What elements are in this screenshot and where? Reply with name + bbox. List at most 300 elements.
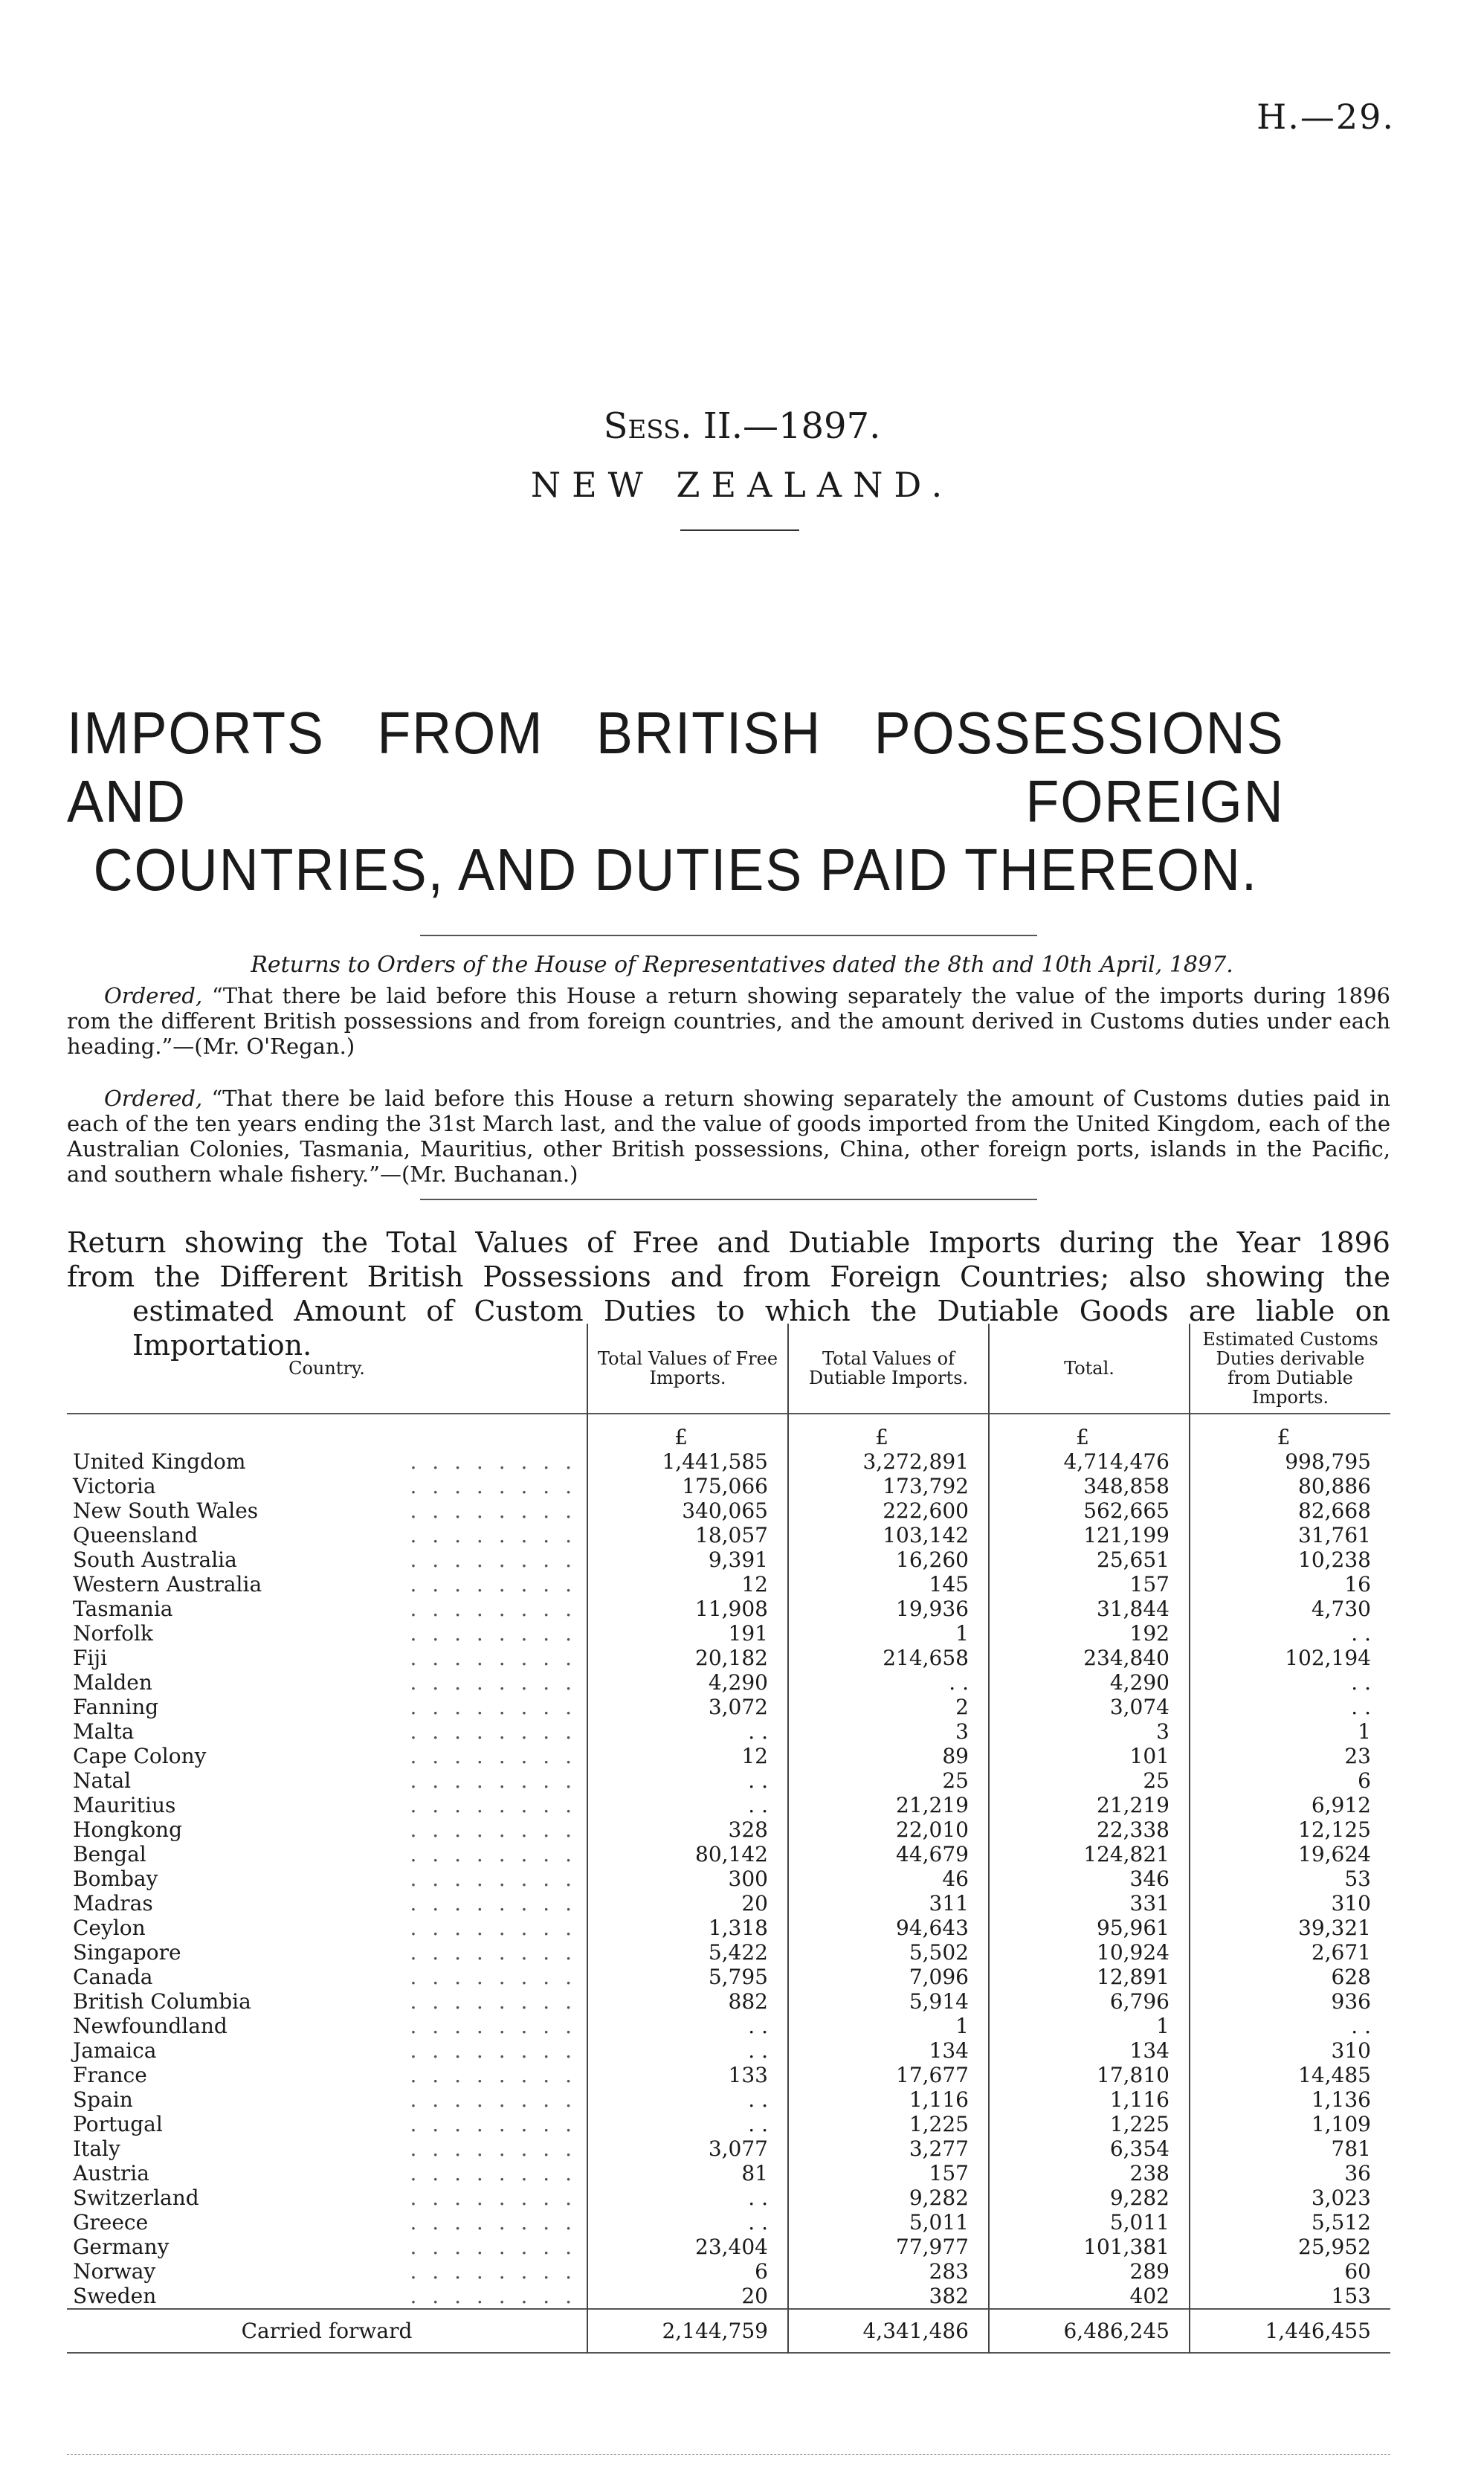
table-row [67,1817,1390,1842]
cell-dutiable: 44,679 [788,1842,989,1866]
cell-dutiable: 173,792 [788,1474,989,1498]
table-row [67,1646,1390,1670]
cell-duties: 781 [1190,2136,1390,2161]
country-cell [67,1768,587,1793]
cell-dutiable: 134 [788,2038,989,2063]
cell-dutiable: 311 [788,1891,989,1916]
table-row [67,1744,1390,1768]
country-name: United Kingdom [73,1449,246,1474]
cell-free: . . [587,2210,788,2235]
divider [420,935,1037,936]
leader-dots: . . . . . . . . [410,2112,576,2136]
cell-duties: 4,730 [1190,1597,1390,1621]
cell-free: 191 [587,1621,788,1646]
cell-free: 12 [587,1572,788,1597]
cell-duties: 310 [1190,2038,1390,2063]
leader-dots: . . . . . . . . [410,1597,576,1621]
country-name: Bombay [73,1866,158,1891]
cell-dutiable: 89 [788,1744,989,1768]
table-row [67,2038,1390,2063]
currency-row [67,1414,1390,1449]
country-name: Fiji [73,1646,108,1670]
cell-dutiable: 25 [788,1768,989,1793]
cell-dutiable: 16,260 [788,1547,989,1572]
leader-dots: . . . . . . . . [410,1670,576,1695]
cell-duties: 80,886 [1190,1474,1390,1498]
cell-duties: 2,671 [1190,1940,1390,1965]
cell-dutiable: 46 [788,1866,989,1891]
table-row [67,1572,1390,1597]
cell-free: 23,404 [587,2235,788,2259]
cell-total: 101,381 [989,2235,1190,2259]
cell-free: . . [587,2186,788,2210]
currency-symbol: £ [989,1414,1190,1449]
cell-total: 121,199 [989,1523,1190,1547]
table-row [67,1523,1390,1547]
cell-dutiable: 22,010 [788,1817,989,1842]
carried-forward-label: Carried forward [241,2319,413,2343]
cell-total: 346 [989,1866,1190,1891]
table-row [67,1842,1390,1866]
country-name: Mauritius [73,1793,176,1817]
carried-forward-row [67,2309,1390,2353]
cell-total: 17,810 [989,2063,1190,2087]
country-cell [67,1695,587,1719]
cell-dutiable: 283 [788,2259,989,2284]
country-name: Malden [73,1670,152,1695]
table-row [67,1719,1390,1744]
cell-duties: 3,023 [1190,2186,1390,2210]
cell-total: 402 [989,2284,1190,2309]
cell-total: 289 [989,2259,1190,2284]
table-row [67,2235,1390,2259]
country-name: Bengal [73,1842,146,1866]
country-name: Tasmania [73,1597,173,1621]
cell-duties: 14,485 [1190,2063,1390,2087]
leader-dots: . . . . . . . . [410,1891,576,1916]
title-line-1: IMPORTS FROM BRITISH POSSESSIONS AND FOREIGN [67,700,1285,834]
cell-free: 12 [587,1744,788,1768]
leader-dots: . . . . . . . . [410,2235,576,2259]
return-heading-line-3: estimated Amount of Custom Duties to which the Dutiable Goods are liable on Importation. [132,1295,1390,1362]
country-cell [67,2161,587,2186]
country-name: Norfolk [73,1621,153,1646]
cell-total: 10,924 [989,1940,1190,1965]
return-heading-line-2: from the Different British Possessions and from Foreign Countries; also showing the [67,1260,1390,1293]
cell-free: 3,077 [587,2136,788,2161]
country-heading: NEW ZEALAND. [530,465,954,505]
carried-forward-total: 6,486,245 [989,2309,1190,2353]
cell-duties: 6,912 [1190,1793,1390,1817]
cell-free: . . [587,1768,788,1793]
cell-duties: 310 [1190,1891,1390,1916]
leader-dots: . . . . . . . . [410,1547,576,1572]
cell-free: 81 [587,2161,788,2186]
document-code: H.—29. [1256,97,1395,137]
table-row [67,1793,1390,1817]
leader-dots: . . . . . . . . [410,2038,576,2063]
country-name: Ceylon [73,1916,146,1940]
cell-dutiable: 21,219 [788,1793,989,1817]
country-name: Natal [73,1768,132,1793]
cell-total: 101 [989,1744,1190,1768]
cell-dutiable: 17,677 [788,2063,989,2087]
table-row [67,1547,1390,1572]
cell-total: 21,219 [989,1793,1190,1817]
cell-total: 12,891 [989,1965,1190,1989]
cell-duties: 1,136 [1190,2087,1390,2112]
country-name: Sweden [73,2284,157,2308]
cell-dutiable: 19,936 [788,1597,989,1621]
cell-dutiable: 145 [788,1572,989,1597]
table-row [67,2186,1390,2210]
table-row [67,2210,1390,2235]
cell-total: 6,354 [989,2136,1190,2161]
country-name: Malta [73,1719,135,1744]
country-cell [67,2210,587,2235]
table-row [67,1621,1390,1646]
country-cell [67,1744,587,1768]
cell-total: 25,651 [989,1547,1190,1572]
cell-dutiable: 3,277 [788,2136,989,2161]
leader-dots: . . . . . . . . [410,2210,576,2235]
cell-duties: 39,321 [1190,1916,1390,1940]
leader-dots: . . . . . . . . [410,2284,576,2308]
table-row [67,1965,1390,1989]
cell-duties: 936 [1190,1989,1390,2014]
leader-dots: . . . . . . . . [410,2136,576,2161]
cell-total: 6,796 [989,1989,1190,2014]
cell-duties: 1 [1190,1719,1390,1744]
order-paragraph-1 [67,983,1390,1059]
cell-dutiable: 1 [788,2014,989,2038]
leader-dots: . . . . . . . . [410,1842,576,1866]
carried-forward-free: 2,144,759 [587,2309,788,2353]
cell-total: 331 [989,1891,1190,1916]
table-row [67,2112,1390,2136]
cell-total: 3,074 [989,1695,1190,1719]
country-cell [67,2259,587,2284]
cell-free: 1,318 [587,1916,788,1940]
country-cell [67,1817,587,1842]
country-name: Hongkong [73,1817,183,1842]
leader-dots: . . . . . . . . [410,2259,576,2284]
cell-total: 234,840 [989,1646,1190,1670]
leader-dots: . . . . . . . . [410,1744,576,1768]
leader-dots: . . . . . . . . [410,1719,576,1744]
cell-free: . . [587,2087,788,2112]
country-cell [67,1866,587,1891]
cell-total: 562,665 [989,1498,1190,1523]
cell-total: 348,858 [989,1474,1190,1498]
country-cell [67,1793,587,1817]
page-title [67,699,1285,904]
table-row [67,2136,1390,2161]
cell-duties: 102,194 [1190,1646,1390,1670]
cell-duties: 23 [1190,1744,1390,1768]
return-heading-line-1: Return showing the Total Values of Free and Dutiable Imports during the Year 1896 [67,1226,1390,1259]
country-name: Spain [73,2087,133,2112]
cell-total: 1,116 [989,2087,1190,2112]
orders-heading: Returns to Orders of the House of Representatives dated the 8th and 10th April, 1897. [251,952,1233,978]
country-name: Switzerland [73,2186,199,2210]
cell-duties: . . [1190,1621,1390,1646]
leader-dots: . . . . . . . . [410,1523,576,1547]
title-line-2: COUNTRIES, AND DUTIES PAID THEREON. [93,837,1259,903]
country-cell [67,1498,587,1523]
cell-dutiable: 5,914 [788,1989,989,2014]
country-cell [67,1989,587,2014]
table-row [67,1498,1390,1523]
cell-duties: 998,795 [1190,1449,1390,1474]
leader-dots: . . . . . . . . [410,2014,576,2038]
leader-dots: . . . . . . . . [410,1866,576,1891]
table-row [67,1768,1390,1793]
leader-dots: . . . . . . . . [410,2087,576,2112]
session-line: Sess. II.—1897. [603,405,881,447]
table-row [67,1474,1390,1498]
imports-table [67,1324,1390,2354]
cell-duties: 5,512 [1190,2210,1390,2235]
cell-free: 6 [587,2259,788,2284]
cell-dutiable: 77,977 [788,2235,989,2259]
country-name: Austria [73,2161,149,2186]
cell-free: 133 [587,2063,788,2087]
divider [680,529,799,531]
country-cell [67,1572,587,1597]
table-row [67,2284,1390,2309]
cell-duties: . . [1190,1670,1390,1695]
cell-total: 4,714,476 [989,1449,1190,1474]
leader-dots: . . . . . . . . [410,1793,576,1817]
country-name: Madras [73,1891,153,1916]
cell-free: 3,072 [587,1695,788,1719]
cell-total: 95,961 [989,1916,1190,1940]
cell-total: 238 [989,2161,1190,2186]
cell-dutiable: 3,272,891 [788,1449,989,1474]
cell-dutiable: 157 [788,2161,989,2186]
column-header-free: Total Values of Free Imports. [587,1324,788,1414]
cell-free: 18,057 [587,1523,788,1547]
cell-dutiable: 103,142 [788,1523,989,1547]
cell-free: 9,391 [587,1547,788,1572]
cell-duties: 36 [1190,2161,1390,2186]
cell-duties: 19,624 [1190,1842,1390,1866]
cell-free: 5,795 [587,1965,788,1989]
table-row [67,2014,1390,2038]
country-name: Singapore [73,1940,181,1965]
table-row [67,2063,1390,2087]
table-row [67,1866,1390,1891]
country-name: South Australia [73,1547,237,1572]
leader-dots: . . . . . . . . [410,1695,576,1719]
country-name: Germany [73,2235,170,2259]
cell-duties: 6 [1190,1768,1390,1793]
country-name: Jamaica [73,2038,157,2063]
order-label: Ordered, [104,1086,203,1111]
cell-dutiable: 382 [788,2284,989,2309]
cell-duties: . . [1190,1695,1390,1719]
cell-duties: . . [1190,2014,1390,2038]
cell-total: 1,225 [989,2112,1190,2136]
cell-free: 80,142 [587,1842,788,1866]
cell-total: 1 [989,2014,1190,2038]
cell-free: 300 [587,1866,788,1891]
country-name: Fanning [73,1695,159,1719]
table-row [67,1989,1390,2014]
country-cell [67,1597,587,1621]
cell-duties: 12,125 [1190,1817,1390,1842]
leader-dots: . . . . . . . . [410,1916,576,1940]
country-cell [67,2235,587,2259]
table-row [67,1916,1390,1940]
leader-dots: . . . . . . . . [410,1572,576,1597]
cell-dutiable: 3 [788,1719,989,1744]
cell-free: 328 [587,1817,788,1842]
column-header-total: Total. [989,1324,1190,1414]
cell-total: 3 [989,1719,1190,1744]
currency-symbol: £ [788,1414,989,1449]
cell-duties: 60 [1190,2259,1390,2284]
country-cell [67,2112,587,2136]
cell-free: . . [587,2112,788,2136]
cell-dutiable: 7,096 [788,1965,989,1989]
country-name: Greece [73,2210,149,2235]
cell-dutiable: 5,502 [788,1940,989,1965]
table-row [67,1670,1390,1695]
currency-symbol: £ [587,1414,788,1449]
carried-forward-duties: 1,446,455 [1190,2309,1390,2353]
cell-duties: 10,238 [1190,1547,1390,1572]
cell-total: 31,844 [989,1597,1190,1621]
order-label: Ordered, [104,983,203,1008]
country-cell [67,1449,587,1474]
cell-duties: 31,761 [1190,1523,1390,1547]
leader-dots: . . . . . . . . [410,2161,576,2186]
cell-dutiable: 2 [788,1695,989,1719]
cell-free: . . [587,1793,788,1817]
table-row [67,1597,1390,1621]
cell-duties: 25,952 [1190,2235,1390,2259]
cell-dutiable: 1,116 [788,2087,989,2112]
country-cell [67,1719,587,1744]
country-cell [67,2038,587,2063]
cell-total: 134 [989,2038,1190,2063]
leader-dots: . . . . . . . . [410,1621,576,1646]
country-name: British Columbia [73,1989,251,2014]
cell-free: 20 [587,2284,788,2309]
table-row [67,2161,1390,2186]
cell-dutiable: 222,600 [788,1498,989,1523]
country-cell [67,2014,587,2038]
cell-duties: 628 [1190,1965,1390,1989]
leader-dots: . . . . . . . . [410,1449,576,1474]
leader-dots: . . . . . . . . [410,2063,576,2087]
cell-duties: 82,668 [1190,1498,1390,1523]
table-row [67,2259,1390,2284]
cell-total: 157 [989,1572,1190,1597]
leader-dots: . . . . . . . . [410,1965,576,1989]
country-cell [67,2284,587,2309]
country-cell [67,1940,587,1965]
cell-dutiable: 214,658 [788,1646,989,1670]
cell-free: 175,066 [587,1474,788,1498]
country-cell [67,1965,587,1989]
cell-dutiable: 94,643 [788,1916,989,1940]
leader-dots: . . . . . . . . [410,1768,576,1793]
leader-dots: . . . . . . . . [410,1989,576,2014]
leader-dots: . . . . . . . . [410,1940,576,1965]
cell-dutiable: 1 [788,1621,989,1646]
cell-total: 4,290 [989,1670,1190,1695]
country-cell [67,1621,587,1646]
cell-dutiable: . . [788,1670,989,1695]
leader-dots: . . . . . . . . [410,2186,576,2210]
country-name: Cape Colony [73,1744,207,1768]
country-cell [67,1646,587,1670]
column-header-duties: Estimated Customs Duties derivable from Dutiable Imports. [1190,1324,1390,1414]
country-name: France [73,2063,147,2087]
leader-dots: . . . . . . . . [410,1646,576,1670]
cell-free: 20,182 [587,1646,788,1670]
country-name: Western Australia [73,1572,262,1597]
cell-free: 20 [587,1891,788,1916]
leader-dots: . . . . . . . . [410,1474,576,1498]
cell-total: 5,011 [989,2210,1190,2235]
country-cell [67,1670,587,1695]
carried-forward-dutiable: 4,341,486 [788,2309,989,2353]
cell-free: 4,290 [587,1670,788,1695]
country-cell [67,2186,587,2210]
cell-total: 124,821 [989,1842,1190,1866]
cell-duties: 1,109 [1190,2112,1390,2136]
country-name: Italy [73,2136,120,2161]
cell-dutiable: 9,282 [788,2186,989,2210]
country-cell [67,2136,587,2161]
country-cell [67,1916,587,1940]
cell-free: . . [587,2014,788,2038]
cell-total: 9,282 [989,2186,1190,2210]
cell-free: 882 [587,1989,788,2014]
country-cell [67,1523,587,1547]
divider [67,2454,1390,2455]
cell-duties: 53 [1190,1866,1390,1891]
country-cell [67,1474,587,1498]
leader-dots: . . . . . . . . [410,1498,576,1523]
country-name: Newfoundland [73,2014,228,2038]
column-header-dutiable: Total Values of Dutiable Imports. [788,1324,989,1414]
country-cell [67,1842,587,1866]
country-cell [67,1547,587,1572]
order-text: “That there be laid before this House a return showing separately the value of the imports during 1896 rom the different British possessions and from foreign countries, and the amount derived in Customs duties under each heading.”—(Mr. O'Regan.) [67,983,1390,1059]
country-cell [67,2063,587,2087]
cell-free: 5,422 [587,1940,788,1965]
cell-dutiable: 5,011 [788,2210,989,2235]
table-body [67,1414,1390,2309]
cell-dutiable: 1,225 [788,2112,989,2136]
country-name: Portugal [73,2112,163,2136]
divider [420,1199,1037,1200]
country-name: Queensland [73,1523,199,1547]
cell-total: 25 [989,1768,1190,1793]
country-name: Norway [73,2259,156,2284]
currency-symbol: £ [1190,1414,1390,1449]
country-name: Victoria [73,1474,156,1498]
cell-free: . . [587,1719,788,1744]
country-cell [67,1891,587,1916]
cell-free: 340,065 [587,1498,788,1523]
cell-total: 22,338 [989,1817,1190,1842]
